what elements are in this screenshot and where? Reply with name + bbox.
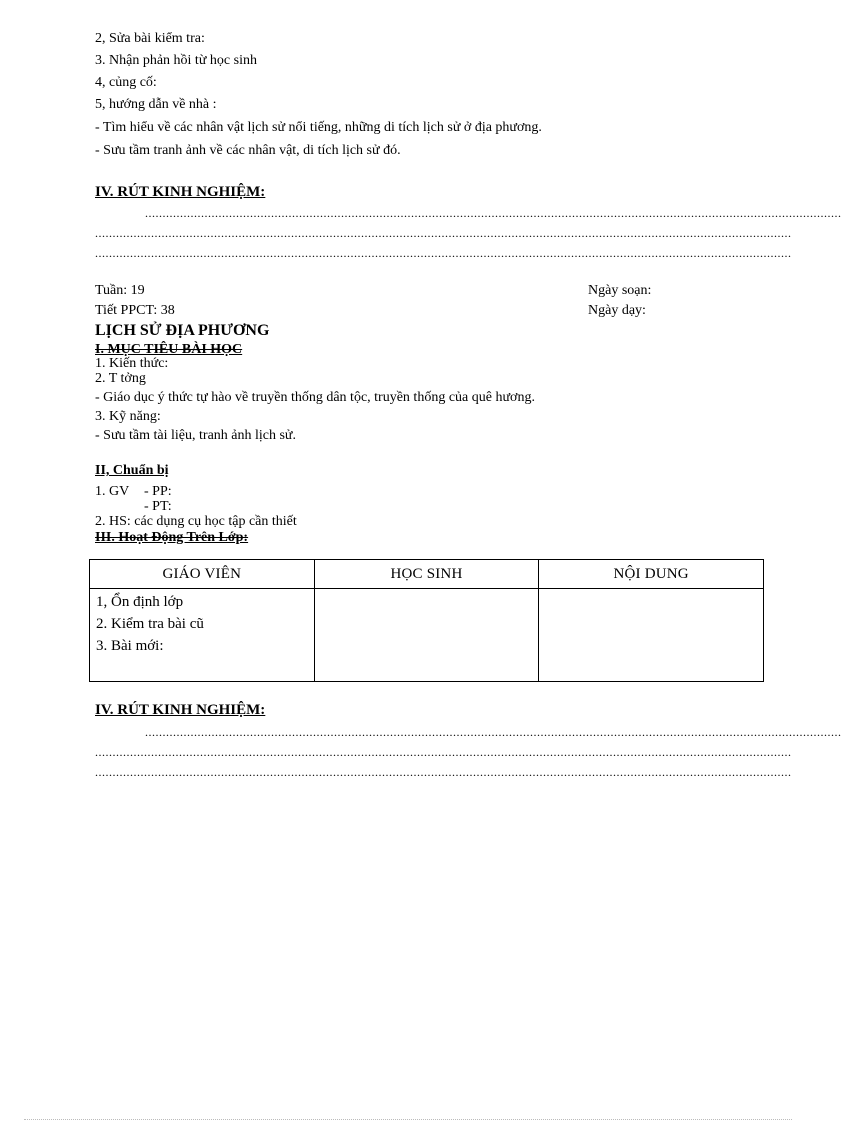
prep-heading: II, Chuẩn bị [95,463,169,478]
experience-heading-top: IV. RÚT KINH NGHIỆM: [95,184,266,200]
lesson-title: LỊCH SỬ ĐỊA PHƯƠNG [95,322,270,339]
teacher-step-3: 3. Bài mới: [96,638,164,654]
skills-label: 3. Kỹ năng: [95,409,161,424]
column-header-student: HỌC SINH [314,560,539,589]
activities-heading: III. Hoạt Động Trên Lớp: [95,530,249,545]
homework-line-3: 4, củng cố: [95,75,157,90]
experience-heading-bottom: IV. RÚT KINH NGHIỆM: [95,702,266,718]
pt-label: - PT: [144,499,172,514]
teach-date-label: Ngày dạy: [588,303,646,318]
teacher-cell [90,589,315,682]
dotted-line: ....................................................................................................................................................................................................... [145,206,842,220]
period-label: Tiết PPCT: 38 [95,303,175,318]
table-row [90,589,764,682]
page-bottom-rule [24,1119,792,1120]
teacher-step-2: 2. Kiểm tra bài cũ [96,616,204,632]
gv-label: 1. GV [95,484,130,499]
dotted-line: ....................................................................................................................................................................................................... [95,246,792,260]
homework-line-5: - Tìm hiểu về các nhân vật lịch sử nổi tiếng, những di tích lịch sử ở địa phương. [95,120,542,135]
knowledge-label: 1. Kiến thức: [95,356,169,371]
content-cell [539,589,764,682]
homework-line-1: 2, Sửa bài kiểm tra: [95,31,205,46]
student-cell [314,589,539,682]
attitude-label: 2. T tởng [95,371,146,386]
dotted-line: ....................................................................................................................................................................................................... [95,745,792,759]
dotted-line: ....................................................................................................................................................................................................... [145,725,842,739]
dotted-line: ....................................................................................................................................................................................................... [95,226,792,240]
homework-line-2: 3. Nhận phản hồi từ học sinh [95,53,257,68]
week-label: Tuần: 19 [95,283,145,298]
prep-date-label: Ngày soạn: [588,283,652,298]
activities-table [89,559,764,682]
teacher-step-1: 1, Ổn định lớp [96,594,184,610]
dotted-line: ....................................................................................................................................................................................................... [95,765,792,779]
column-header-content: NỘI DUNG [539,560,764,589]
skills-detail: - Sưu tầm tài liệu, tranh ảnh lịch sử. [95,428,297,443]
pp-label: - PP: [144,484,172,499]
hs-line: 2. HS: các dụng cụ học tập cần thiết [95,514,297,529]
objectives-heading: I. MỤC TIÊU BÀI HỌC [95,342,243,357]
homework-line-4: 5, hướng dẫn về nhà : [95,97,217,112]
attitude-detail: - Giáo dục ý thức tự hào về truyền thống dân tộc, truyền thống của quê hương. [95,390,535,405]
column-header-teacher: GIÁO VIÊN [90,560,315,589]
homework-line-6: - Sưu tầm tranh ảnh về các nhân vật, di tích lịch sử đó. [95,143,401,158]
